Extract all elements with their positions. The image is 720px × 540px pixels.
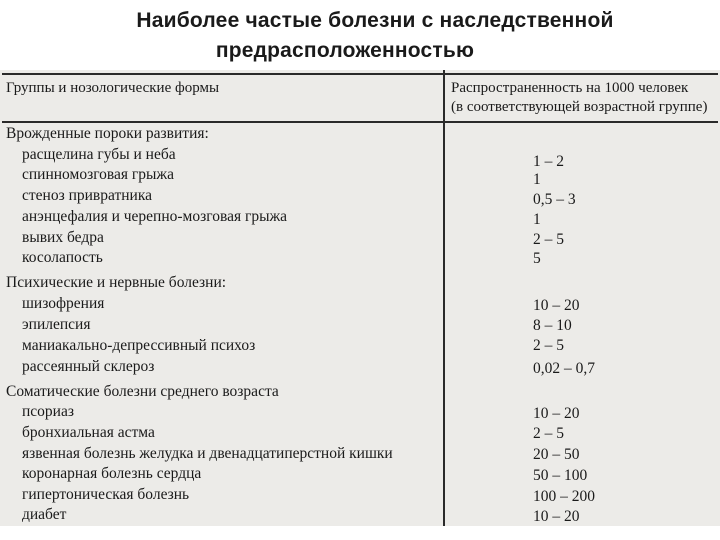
prevalence-value: 10 – 20 [533,297,580,314]
prevalence-value: 10 – 20 [533,405,580,422]
prevalence-value: 2 – 5 [533,425,564,442]
disease-name: расщелина губы и неба [22,146,176,163]
table-row [0,336,720,356]
prevalence-value: 10 – 20 [533,508,580,525]
group-name: Врожденные пороки развития: [6,125,209,142]
column-header-groups: Группы и нозологические формы [6,80,220,96]
disease-name: шизофрения [22,295,105,312]
group-row [0,273,720,293]
disease-name: спинномозговая грыжа [22,166,175,183]
prevalence-value: 8 – 10 [533,317,572,334]
group-row [0,382,720,402]
table-row [0,402,720,422]
table-row [0,485,720,505]
prevalence-value: 5 [533,250,541,267]
disease-name: рассеянный склероз [22,358,155,375]
disease-name: язвенная болезнь желудка и двенадцатиперстной кишки [22,445,393,462]
slide-title [0,6,720,66]
disease-name: анэнцефалия и черепно-мозговая грыжа [22,208,288,225]
disease-name: косолапость [22,249,103,266]
prevalence-value: 1 – 2 [533,153,564,170]
table-row [0,228,720,248]
column-header-prevalence-line-2: (в соответствующей возрастной группе) [451,99,708,115]
title-line-1: Наиболее частые болезни с наследственной [136,9,614,32]
table-row [0,145,720,170]
group-name: Психические и нервные болезни: [6,274,227,291]
disease-name: маниакально-депрессивный психоз [22,337,256,354]
disease-name: диабет [22,506,67,523]
table-row [0,294,720,314]
prevalence-value: 0,5 – 3 [533,191,576,208]
disease-name: гипертоническая болезнь [22,486,190,503]
table-row [0,357,720,377]
disease-name: стеноз привратника [22,187,153,204]
table-row [0,423,720,443]
disease-name: псориаз [22,403,74,420]
table-row [0,464,720,484]
group-row [0,124,720,144]
header-bottom-rule [2,121,718,123]
disease-name: коронарная болезнь сердца [22,465,202,482]
prevalence-value: 20 – 50 [533,446,580,463]
table-row [0,505,720,525]
prevalence-value: 1 [533,211,541,228]
table-row [0,248,720,268]
disease-name: бронхиальная астма [22,424,155,441]
prevalence-value: 50 – 100 [533,467,588,484]
table-row [0,207,720,227]
prevalence-value: 1 [533,171,541,188]
prevalence-value: 0,02 – 0,7 [533,360,595,377]
table-top-rule [2,73,718,75]
table-row [0,186,720,206]
prevalence-value: 2 – 5 [533,231,564,248]
column-header-prevalence-line-1: Распространенность на 1000 человек [451,80,689,96]
prevalence-value: 2 – 5 [533,337,564,354]
disease-name: вывих бедра [22,229,104,246]
table-row [0,165,720,188]
column-header-prevalence [451,79,707,117]
prevalence-value: 100 – 200 [533,488,595,505]
disease-name: эпилепсия [22,316,91,333]
table-row [0,315,720,335]
group-name: Соматические болезни среднего возраста [6,383,279,400]
title-line-2: предрасположенностью [215,39,475,62]
table-row [0,444,720,464]
